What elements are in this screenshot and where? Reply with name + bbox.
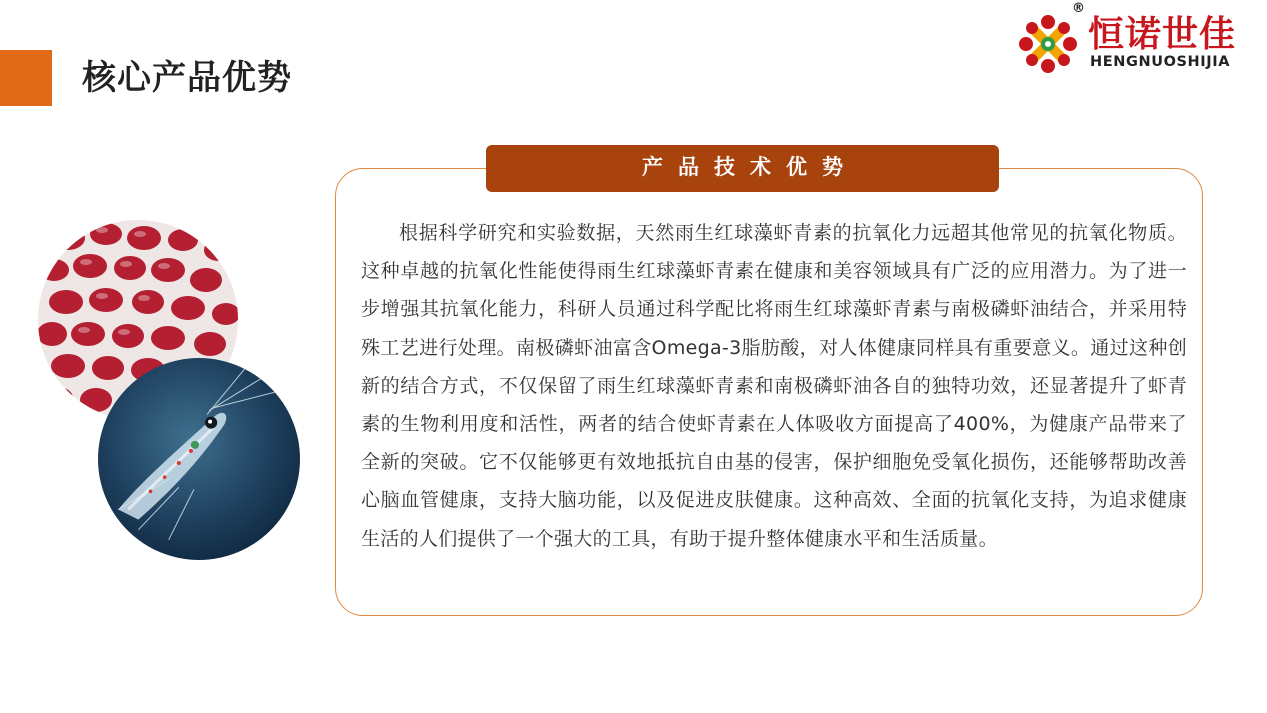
page-title: 核心产品优势 xyxy=(82,58,292,98)
card-body-text: 根据科学研究和实验数据，天然雨生红球藻虾青素的抗氧化力远超其他常见的抗氧化物质。这种卓越的抗氧化性能使得雨生红球藻虾青素在健康和美容领域具有广泛的应用潜力。为了进一步增强其抗氧化能力，科研人员通过科学配比将雨生红球藻虾青素与南极磷虾油结合，并采用特殊工艺进行处理。南极磷虾油富含Omega-3脂肪酸，对人体健康同样具有重要意义。通过这种创新的结合方式，不仅保留了雨生红球藻虾青素和南极磷虾油各自的独特功效，还显著提升了虾青素的生物利用度和活性，两者的结合使虾青素在人体吸收方面提高了400%，为健康产品带来了全新的突破。它不仅能够更有效地抵抗自由基的侵害，保护细胞免受氧化损伤，还能够帮助改善心脑血管健康，支持大脑功能，以及促进皮肤健康。这种高效、全面的抗氧化支持，为追求健康生活的人们提供了一个强大的工具，有助于提升整体健康水平和生活质量。 xyxy=(361,222,1187,550)
logo-name-en: HENGNUOSHIJIA xyxy=(1090,54,1231,70)
antarctic-krill-image xyxy=(98,358,300,560)
logo-emblem-icon xyxy=(1018,14,1078,74)
company-logo xyxy=(1018,1,1260,74)
registered-mark: ® xyxy=(1072,1,1085,16)
title-accent-bar xyxy=(0,50,52,106)
logo-name-cn: 恒诺世佳 xyxy=(1088,14,1237,55)
card-heading: 产品技术优势 xyxy=(486,145,999,192)
